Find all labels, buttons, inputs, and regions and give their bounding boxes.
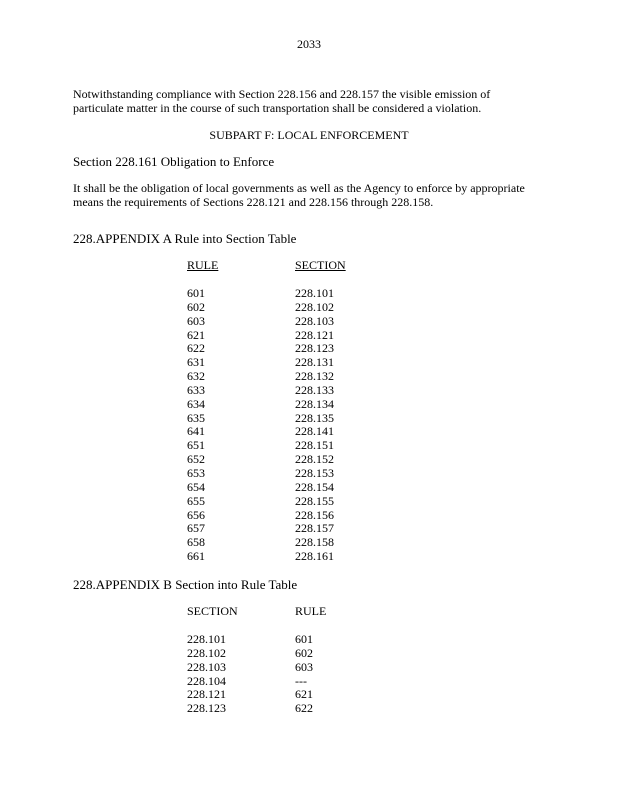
table-cell: 228.104: [187, 673, 226, 688]
table-row: [187, 508, 387, 522]
table-cell: 228.155: [295, 493, 334, 508]
table-row: [187, 438, 387, 452]
table-cell: 228.131: [295, 355, 334, 370]
table-cell: 634: [187, 396, 205, 411]
table-cell: 228.135: [295, 410, 334, 425]
paragraph-line: It shall be the obligation of local governments as well as the Agency to enforce by appropriate: [73, 181, 525, 195]
table-cell: 228.101: [295, 286, 334, 300]
table-body: [187, 286, 387, 563]
table-cell: 651: [187, 438, 205, 453]
table-row: [187, 646, 387, 660]
table-cell: 652: [187, 452, 205, 467]
table-cell: 661: [187, 549, 205, 564]
section-title: Section 228.161 Obligation to Enforce: [73, 154, 275, 169]
table-cell: 228.153: [295, 465, 334, 480]
table-cell: 657: [187, 521, 205, 536]
table-cell: 228.156: [295, 507, 334, 522]
table-cell: 228.121: [295, 327, 334, 342]
table-header-section: SECTION: [187, 604, 238, 618]
table-row: [187, 397, 387, 411]
table-cell: 653: [187, 465, 205, 480]
table-cell: 228.161: [295, 549, 334, 564]
table-cell: 602: [295, 645, 313, 660]
table-cell: 601: [187, 286, 205, 300]
table-row: [187, 300, 387, 314]
table-row: [187, 494, 387, 508]
table-cell: 228.101: [187, 632, 226, 646]
table-cell: ---: [295, 673, 307, 688]
table-cell: 228.132: [295, 369, 334, 384]
table-cell: 228.121: [187, 687, 226, 702]
table-cell: 228.151: [295, 438, 334, 453]
table-row: [187, 632, 387, 646]
table-header-rule: RULE: [187, 258, 219, 272]
table-cell: 621: [187, 327, 205, 342]
paragraph-line: Notwithstanding compliance with Section 228.156 and 228.157 the visible emission of: [73, 87, 491, 101]
table-row: [187, 341, 387, 355]
table-cell: 602: [187, 299, 205, 314]
table-row: [187, 314, 387, 328]
table-row: [187, 687, 387, 701]
paragraph-line: means the requirements of Sections 228.121 and 228.156 through 228.158.: [73, 195, 434, 209]
table-row: [187, 466, 387, 480]
table-row: [187, 383, 387, 397]
table-cell: 228.103: [187, 659, 226, 674]
table-row: [187, 411, 387, 425]
table-row: [187, 549, 387, 563]
table-cell: 603: [187, 313, 205, 328]
appendix-a-title: 228.APPENDIX A Rule into Section Table: [73, 231, 297, 246]
paragraph-obligation: [73, 181, 543, 209]
table-cell: 631: [187, 355, 205, 370]
table-cell: 228.158: [295, 535, 334, 550]
table-row: [187, 701, 387, 715]
table-cell: 621: [295, 687, 313, 702]
table-cell: 603: [295, 659, 313, 674]
table-cell: 658: [187, 535, 205, 550]
table-cell: 622: [187, 341, 205, 356]
table-header-rule: RULE: [295, 604, 327, 618]
table-row: [187, 424, 387, 438]
table-cell: 635: [187, 410, 205, 425]
table-row: [187, 480, 387, 494]
table-cell: 622: [295, 701, 313, 716]
table-cell: 228.157: [295, 521, 334, 536]
table-cell: 228.102: [295, 299, 334, 314]
subpart-heading: SUBPART F: LOCAL ENFORCEMENT: [209, 128, 409, 142]
table-cell: 641: [187, 424, 205, 439]
table-cell: 228.123: [295, 341, 334, 356]
paragraph-line: particulate matter in the course of such transportation shall be considered a violation.: [73, 101, 482, 115]
table-row: [187, 355, 387, 369]
table-row: [187, 660, 387, 674]
table-cell: 633: [187, 382, 205, 397]
table-cell: 656: [187, 507, 205, 522]
table-row: [187, 286, 387, 300]
page-number: 2033: [297, 37, 321, 51]
table-row: [187, 535, 387, 549]
table-row: [187, 674, 387, 688]
paragraph-visible-emission: [73, 87, 543, 115]
table-row: [187, 521, 387, 535]
table-cell: 228.133: [295, 382, 334, 397]
table-row: [187, 328, 387, 342]
table-cell: 228.141: [295, 424, 334, 439]
table-header-section: SECTION: [295, 258, 346, 272]
table-cell: 228.103: [295, 313, 334, 328]
table-body: [187, 632, 387, 715]
table-cell: 228.123: [187, 701, 226, 716]
table-cell: 601: [295, 632, 313, 646]
table-cell: 228.102: [187, 645, 226, 660]
table-cell: 228.134: [295, 396, 334, 411]
table-cell: 228.152: [295, 452, 334, 467]
table-cell: 655: [187, 493, 205, 508]
appendix-b-title: 228.APPENDIX B Section into Rule Table: [73, 577, 298, 592]
table-cell: 228.154: [295, 479, 334, 494]
table-row: [187, 452, 387, 466]
table-cell: 654: [187, 479, 205, 494]
table-row: [187, 369, 387, 383]
table-cell: 632: [187, 369, 205, 384]
